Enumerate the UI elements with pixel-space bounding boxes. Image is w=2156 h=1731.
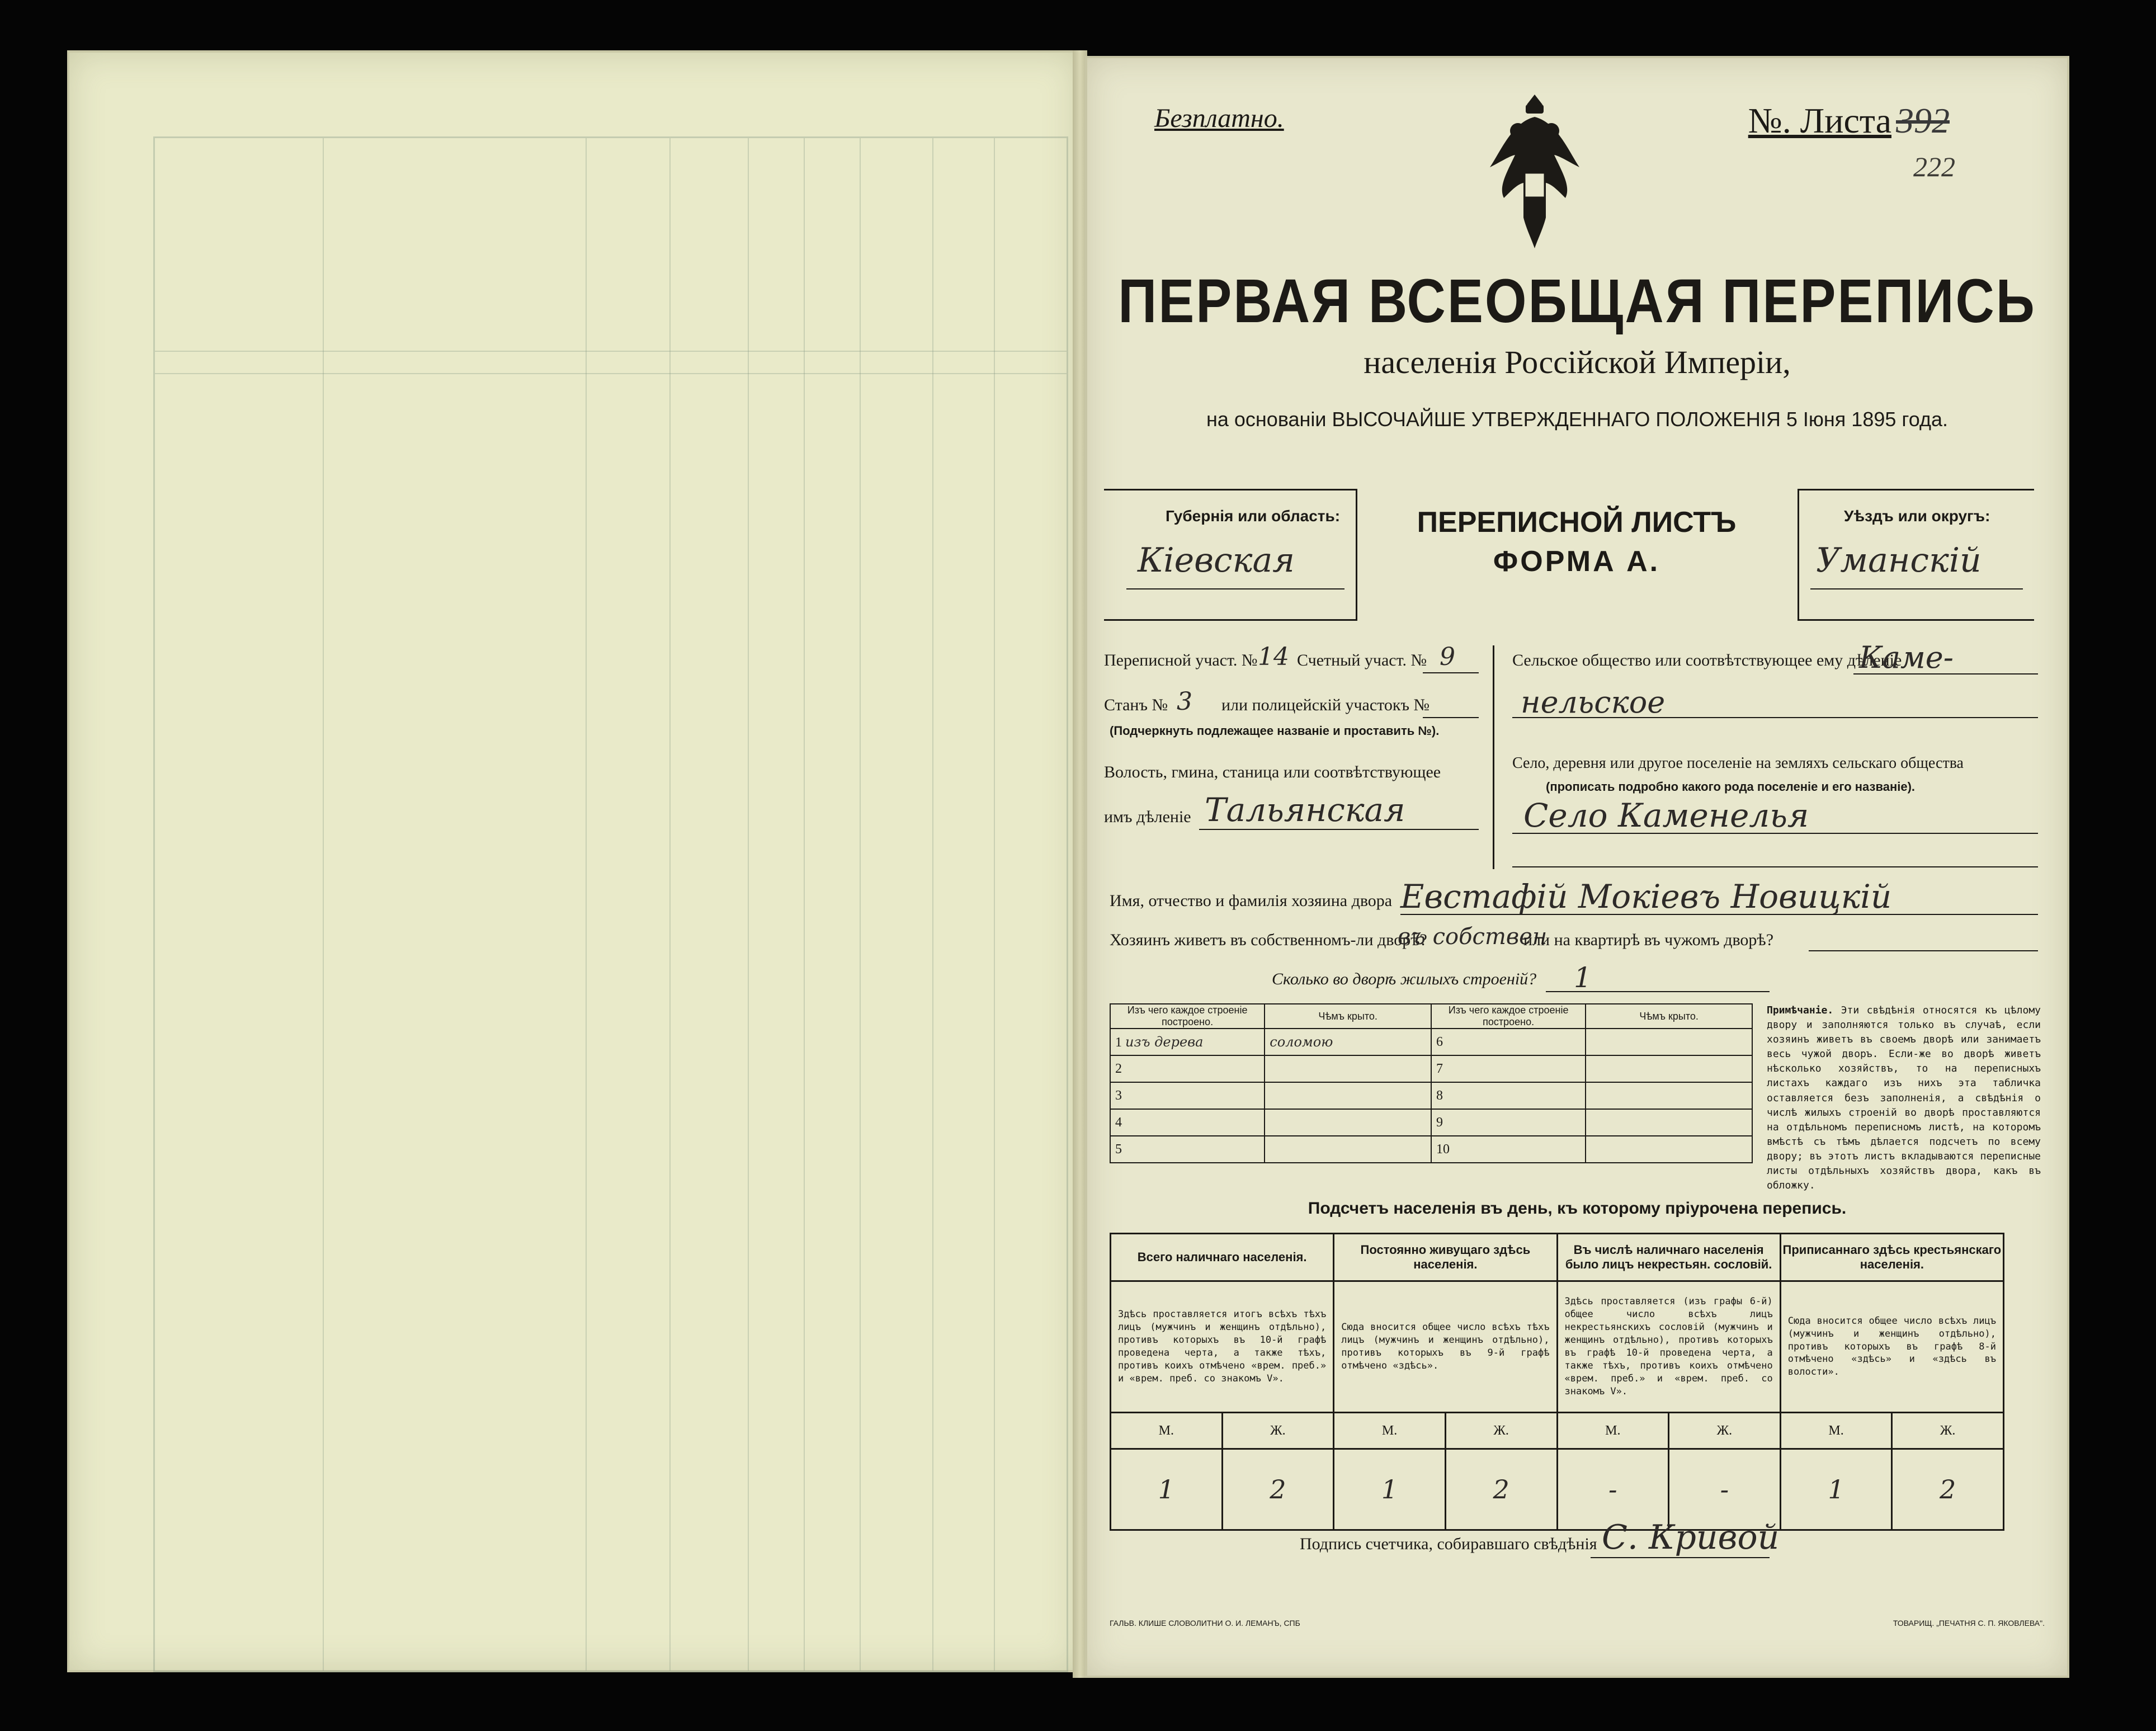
buildings-note xyxy=(1767,1003,2041,1193)
buildings-count-label: Сколько во дворѣ жилыхъ строеній? xyxy=(1272,970,1537,988)
male-label: М. xyxy=(1334,1413,1446,1449)
pop-col-nonpeasant-header: Въ числѣ наличнаго населенія было лицъ некрестьян. сословій. xyxy=(1557,1234,1780,1281)
form-title-box xyxy=(1356,489,1798,617)
owner-name-label: Имя, отчество и фамилія хозяина двора xyxy=(1110,892,1393,910)
buildings-count-value: 1 xyxy=(1574,961,1592,994)
pop-col-total-desc: Здѣсь проставляется итогъ всѣхъ тѣхъ лицъ (мужчинъ и женщинъ отдѣльно), противъ которыхъ въ 10-й графѣ проведена черта, а также тѣхъ, противъ коихъ отмѣчено «врем. преб.» и «врем. преб. со знакомъ V». xyxy=(1111,1281,1334,1413)
male-label: М. xyxy=(1557,1413,1669,1449)
province-box xyxy=(1104,489,1357,621)
pop-col-peasant-header: Приписаннаго здѣсь крестьянскаго населенія. xyxy=(1780,1234,2003,1281)
population-heading: Подсчетъ населенія въ день, къ которому пріурочена перепись. xyxy=(1308,1199,1847,1218)
uezd-value: Уманскій xyxy=(1816,541,1982,580)
female-label: Ж. xyxy=(1445,1413,1557,1449)
population-table xyxy=(1110,1233,2004,1531)
village-value: Село Каменелья xyxy=(1523,796,1809,834)
uezd-box xyxy=(1798,489,2034,621)
pop-col-nonpeasant-desc: Здѣсь проставляется (изъ графы 6-й) общее число всѣхъ лицъ некрестьянскихъ сословій (мужчинъ и женщинъ отдѣльно), противъ которыхъ въ графѣ 10-й проведена черта, а также тѣхъ, противъ коихъ отмѣчено «врем. преб.» и «врем. преб. со знакомъ V». xyxy=(1557,1281,1780,1413)
sheet-number-new: 222 xyxy=(1913,151,1955,182)
counting-district-value: 9 xyxy=(1440,643,1455,671)
legal-basis: на основаніи ВЫСОЧАЙШЕ УТВЕРЖДЕННАГО ПОЛОЖЕНІЯ 5 Іюня 1895 года. xyxy=(1206,408,1948,431)
volost-label-1: Волость, гмина, станица или соотвѣтствующее xyxy=(1104,763,1441,781)
col-material-header-2: Изъ чего каждое строеніе построено. xyxy=(1431,1004,1586,1029)
sheet-number-label: №. Листа xyxy=(1748,101,1891,140)
left-page xyxy=(67,50,1079,1672)
female-label: Ж. xyxy=(1222,1413,1334,1449)
total-female-value: 2 xyxy=(1222,1449,1334,1530)
table-row: 5 10 xyxy=(1110,1136,1752,1163)
police-label: или полицейскій участокъ № xyxy=(1221,696,1430,714)
table-row: 4 9 xyxy=(1110,1109,1752,1136)
col-material-header: Изъ чего каждое строеніе построено. xyxy=(1110,1004,1265,1029)
sheet-number-old: 392 xyxy=(1896,101,1950,140)
society-value-2: нельское xyxy=(1521,685,1666,720)
volost-label-2: имъ дѣленіе xyxy=(1104,808,1191,826)
male-label: М. xyxy=(1111,1413,1223,1449)
permanent-male-value: 1 xyxy=(1334,1449,1446,1530)
uezd-label: Уѣздъ или округъ: xyxy=(1844,507,1990,525)
peasant-female-value: 2 xyxy=(1892,1449,2004,1530)
pop-col-permanent-header: Постоянно живущаго здѣсь населенія. xyxy=(1334,1234,1557,1281)
form-title: ПЕРЕПИСНОЙ ЛИСТЪ xyxy=(1417,506,1737,539)
village-label: Село, деревня или другое поселеніе на земляхъ сельскаго общества xyxy=(1512,754,1964,772)
note-text: Эти свѣдѣнія относятся къ цѣлому двору и заполняются только въ случаѣ, если хозяинъ живетъ въ своемъ дворѣ или занимаетъ весь чужой дворъ. Если-же во дворѣ живетъ нѣсколько хозяйствъ, то на переписныхъ листахъ каждаго изъ нихъ эта табличка оставляется безъ заполненія, а свѣдѣнія о числѣ жилыхъ строеній во дворѣ проставляются на отдѣльномъ переписномъ листѣ, на которомъ вмѣстѣ съ тѣмъ дѣлается подсчетъ по всему двору; въ этотъ листъ вкладываются переписные листы отдѣльныхъ хозяйствъ двора, какъ въ обложку. xyxy=(1767,1004,2041,1192)
census-district-label: Переписной участ. № xyxy=(1104,651,1258,669)
footer-right: ТОВАРИЩ. „ПЕЧАТНЯ С. П. ЯКОВЛЕВА". xyxy=(1893,1619,2045,1628)
note-title: Примѣчаніе. xyxy=(1767,1004,1834,1016)
permanent-female-value: 2 xyxy=(1445,1449,1557,1530)
col-roof-header: Чѣмъ крыто. xyxy=(1265,1004,1431,1029)
table-row: 2 7 xyxy=(1110,1055,1752,1082)
province-label: Губернія или область: xyxy=(1166,507,1341,525)
owner-name-value: Евстафій Мокіевъ Новицкій xyxy=(1400,878,1892,916)
society-value-1: Каме- xyxy=(1859,640,1954,675)
pop-col-total-header: Всего наличнаго населенія. xyxy=(1111,1234,1334,1281)
free-label: Безплатно. xyxy=(1154,103,1284,133)
society-label: Сельское общество или соотвѣтствующее ему дѣленіе xyxy=(1512,651,1902,669)
male-label: М. xyxy=(1780,1413,1892,1449)
female-label: Ж. xyxy=(1892,1413,2004,1449)
female-label: Ж. xyxy=(1669,1413,1781,1449)
census-district-value: 14 xyxy=(1258,643,1289,671)
page-title: ПЕРВАЯ ВСЕОБЩАЯ ПЕРЕПИСЬ xyxy=(1118,266,2036,336)
form-type: ФОРМА А. xyxy=(1493,545,1660,578)
peasant-male-value: 1 xyxy=(1780,1449,1892,1530)
sheet-number xyxy=(1748,100,1950,142)
signature-label: Подпись счетчика, собиравшаго свѣдѣнія xyxy=(1300,1535,1597,1553)
owner-lives-label: Хозяинъ живетъ въ собственномъ-ли дворѣ? xyxy=(1110,931,1427,949)
col-roof-header-2: Чѣмъ крыто. xyxy=(1586,1004,1752,1029)
pop-col-permanent-desc: Сюда вносится общее число всѣхъ тѣхъ лицъ (мужчинъ и женщинъ отдѣльно), противъ которыхъ въ 9-й графѣ отмѣчено «здѣсь». xyxy=(1334,1281,1557,1413)
table-row: 3 8 xyxy=(1110,1082,1752,1109)
pop-col-peasant-desc: Сюда вносится общее число всѣхъ лицъ (мужчинъ и женщинъ отдѣльно), противъ которыхъ въ графѣ 8-й отмѣчено «здѣсь» и «здѣсь въ волости». xyxy=(1780,1281,2003,1413)
nonpeasant-female-value: - xyxy=(1669,1449,1781,1530)
census-form-page xyxy=(1085,56,2069,1678)
nonpeasant-male-value: - xyxy=(1557,1449,1669,1530)
village-note: (прописать подробно какого рода поселеніе и его названіе). xyxy=(1546,780,1916,794)
bleed-through-grid xyxy=(153,136,1068,1672)
owner-lives-alt-label: или на квартирѣ въ чужомъ дворѣ? xyxy=(1523,931,1774,949)
double-headed-eagle-emblem xyxy=(1479,89,1591,257)
stan-value: 3 xyxy=(1177,687,1192,716)
police-note: (Подчеркнуть подлежащее названіе и проставить №). xyxy=(1110,724,1440,738)
footer-left: ГАЛЬВ. КЛИШЕ СЛОВОЛИТНИ О. И. ЛЕМАНЪ, СПБ xyxy=(1110,1619,1300,1628)
stan-label: Станъ № xyxy=(1104,696,1168,714)
buildings-table xyxy=(1110,1003,1753,1163)
volost-value: Тальянская xyxy=(1205,791,1405,829)
table-row: 1 изъ дерева соломою 6 xyxy=(1110,1029,1752,1055)
page-subtitle: населенія Россійской Имперіи, xyxy=(1364,344,1791,380)
province-value: Кіевская xyxy=(1138,541,1295,580)
owner-lives-value: въ собствен xyxy=(1398,924,1548,950)
counting-district-label: Счетный участ. № xyxy=(1297,651,1427,669)
total-male-value: 1 xyxy=(1111,1449,1223,1530)
signature-value: С. Кривой xyxy=(1602,1518,1780,1557)
